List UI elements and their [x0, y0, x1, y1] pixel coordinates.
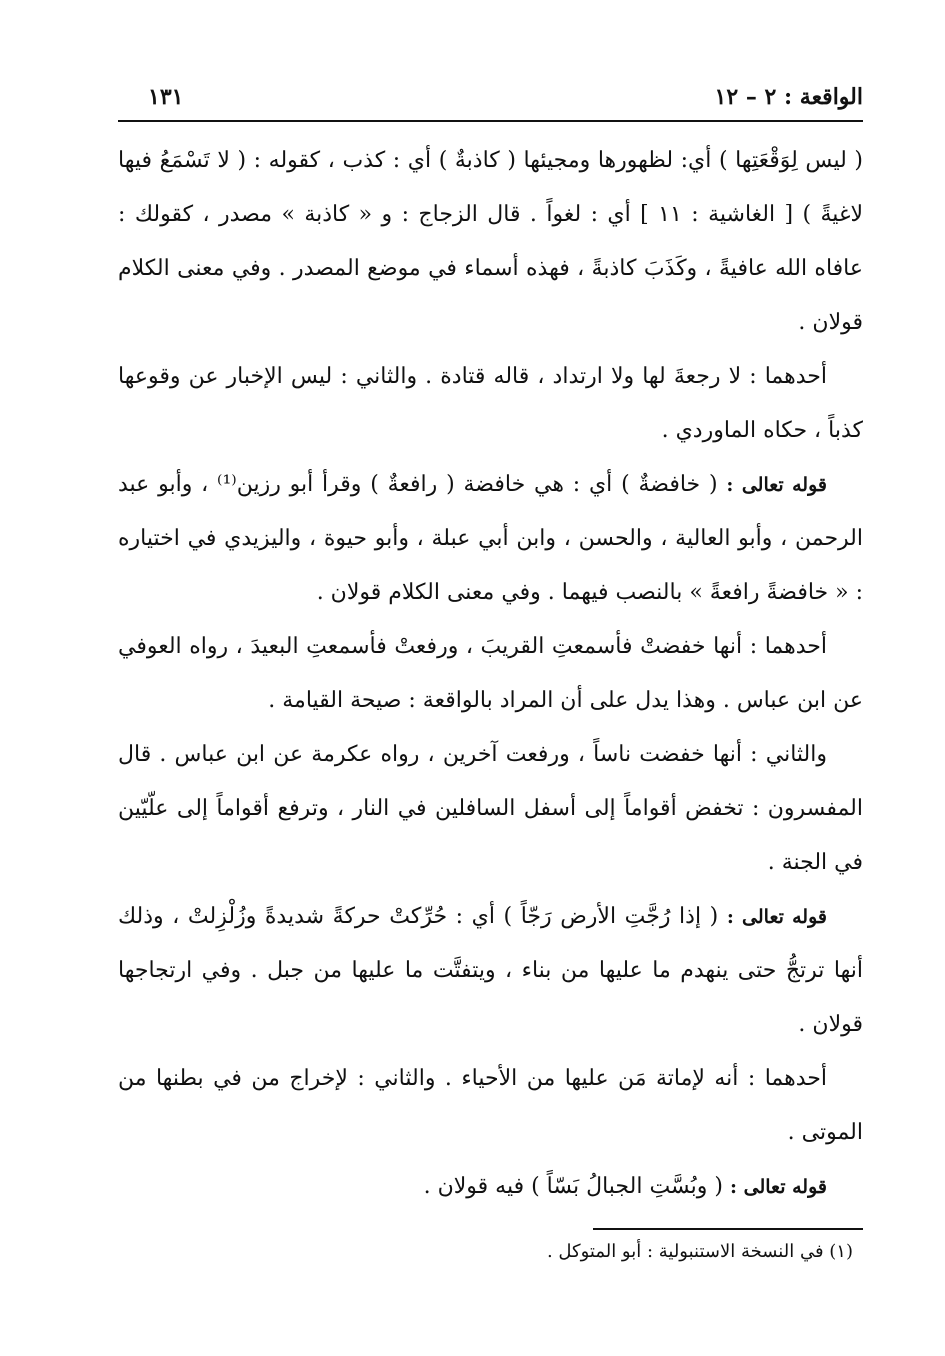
paragraph-text: ( ليس لِوَقْعَتِها ) أي: لظهورها ومجيئها ( كاذبةٌ ) أي : كذب ، كقوله : ( لا تَسْمَعُ فيها لاغيةً ) [ الغاشية : ١١ ] أي : لغواً . قال الزجاج : و « كاذبة » مصدر ، كقولك : عافاه الله عافيةً ، وكَذَبَ كاذبةً ، فهذه أسماء في موضع المصدر . وفي معنى الكلام قولان .: [118, 148, 863, 335]
paragraph-1: [118, 134, 863, 350]
paragraph-text: ( إذا رُجَّتِ الأرض رَجّاً ) أي : حُرِّكتْ حركةً شديدةً وزُلْزِلتْ ، وذلك أنها ترتجُّ حتى ينهدم ما عليها من بناء ، ويتفتَّت ما عليها من جبل . وفي ارتجاجها قولان .: [118, 904, 863, 1037]
footnote: (١) في النسخة الاستنبولية : أبو المتوكل .: [546, 1241, 853, 1262]
header-rule: [118, 120, 863, 122]
paragraph-text: أحدهما : لا رجعةَ لها ولا ارتداد ، قاله قتادة . والثاني : ليس الإخبار عن وقوعها كذباً ، حكاه الماوردي .: [118, 364, 863, 443]
verse-lead: قوله تعالى :: [730, 1176, 827, 1198]
page-number: ١٣١: [148, 84, 184, 110]
paragraph-8: [118, 1160, 863, 1214]
commentary-body: [118, 134, 863, 1214]
verse-lead: قوله تعالى :: [726, 906, 827, 928]
paragraph-3: [118, 458, 863, 620]
paragraph-text: ( خافضةٌ ) أي : هي خافضة ( رافعةٌ ) وقرأ أبو رزين⁽¹⁾ ، وأبو عبد الرحمن ، وأبو العالية ، والحسن ، وابن أبي عبلة ، وأبو حيوة ، واليزيدي في اختياره : « خافضةً رافعةً » بالنصب فيهما . وفي معنى الكلام قولان .: [118, 472, 863, 605]
book-page: [118, 78, 863, 1270]
surah-verse-header: الواقعة : ٢ – ١٢: [714, 84, 863, 110]
footnote-rule: [593, 1228, 863, 1230]
paragraph-5: [118, 728, 863, 890]
verse-lead: قوله تعالى :: [726, 474, 827, 496]
paragraph-4: [118, 620, 863, 728]
paragraph-2: [118, 350, 863, 458]
paragraph-text: أحدهما : أنه لإماتة مَن عليها من الأحياء . والثاني : لإخراج من في بطنها من الموتى .: [118, 1066, 863, 1145]
running-head: [118, 78, 863, 118]
paragraph-text: ( وبُسَّتِ الجبالُ بَسّاً ) فيه قولان .: [423, 1174, 723, 1199]
paragraph-7: [118, 1052, 863, 1160]
paragraph-text: أحدهما : أنها خفضتْ فأسمعتِ القريبَ ، ورفعتْ فأسمعتِ البعيدَ ، رواه العوفي عن ابن عباس . وهذا يدل على أن المراد بالواقعة : صيحة القيامة .: [118, 634, 863, 713]
paragraph-6: [118, 890, 863, 1052]
paragraph-text: والثاني : أنها خفضت ناساً ، ورفعت آخرين ، رواه عكرمة عن ابن عباس . قال المفسرون : تخفض أقواماً إلى أسفل السافلين في النار ، وترفع أقواماً إلى علّيّين في الجنة .: [118, 742, 863, 875]
